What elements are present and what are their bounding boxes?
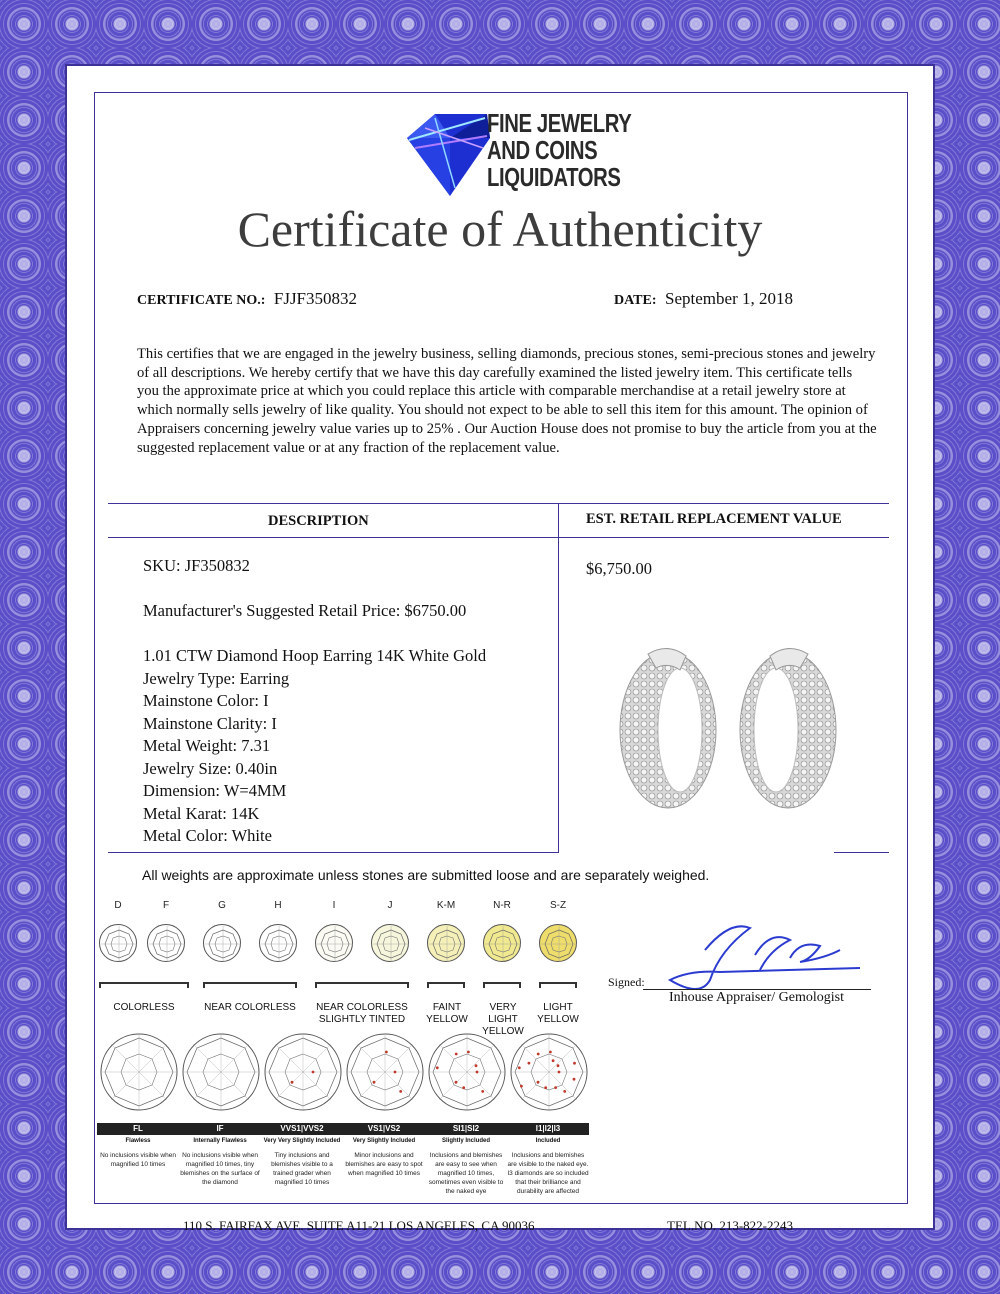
clarity-description: Minor inclusions and blemishes are easy to spot when magnified 10 times bbox=[345, 1152, 423, 1177]
description-line: 1.01 CTW Diamond Hoop Earring 14K White Gold bbox=[143, 646, 487, 665]
color-grade-letter: S-Z bbox=[549, 900, 567, 911]
clarity-description: Inclusions and blemishes are visible to the naked eye. I3 diamonds are so included that their brilliance and durability are affected bbox=[507, 1152, 589, 1195]
table-bottom-rule-right bbox=[834, 852, 889, 853]
appraiser-title: Inhouse Appraiser/ Gemologist bbox=[669, 990, 844, 1005]
clarity-description: Inclusions and blemishes are easy to see when magnified 10 times, sometimes even visible to the naked eye bbox=[428, 1152, 504, 1195]
clarity-name: Internally Flawless bbox=[193, 1138, 247, 1144]
clarity-description: No inclusions visible when magnified 10 times bbox=[100, 1152, 176, 1168]
color-grade-letter: G bbox=[218, 900, 226, 911]
color-grade-diamond-icon bbox=[99, 924, 137, 962]
color-category-label: NEAR COLORLESS bbox=[204, 1002, 296, 1013]
replacement-value: $6,750.00 bbox=[586, 559, 652, 578]
table-top-rule bbox=[108, 503, 889, 504]
color-grade-diamond-icon bbox=[539, 924, 577, 962]
color-grade-diamond-icon bbox=[315, 924, 353, 962]
color-grade-letter: H bbox=[274, 900, 282, 911]
description-line: Jewelry Type: Earring bbox=[143, 668, 290, 688]
clarity-name: Included bbox=[535, 1138, 561, 1144]
clarity-diamond-icon bbox=[181, 1032, 261, 1112]
signed-label: Signed: bbox=[608, 975, 645, 989]
diamond-grading-chart bbox=[95, 900, 595, 1215]
clarity-diamond-icon bbox=[263, 1032, 343, 1112]
clarity-description: Tiny inclusions and blemishes visible to a trained grader when magnified 10 times bbox=[271, 1152, 333, 1186]
footer-address: 110 S. FAIRFAX AVE. SUITE A11-21 LOS ANGELES, CA 90036 bbox=[183, 1218, 535, 1233]
hoop-earrings-image bbox=[608, 640, 848, 830]
brand-name: FINE JEWELRY AND COINS LIQUIDATORS bbox=[487, 108, 632, 192]
color-category-bracket bbox=[315, 982, 409, 988]
color-grade-letter: F bbox=[162, 900, 170, 911]
color-grade-letter: N-R bbox=[493, 900, 511, 911]
description-line: Dimension: W=4MM bbox=[143, 781, 287, 800]
color-grade-diamond-icon bbox=[483, 924, 521, 962]
clarity-diamond-icon bbox=[345, 1032, 425, 1112]
clarity-name: Very Very Slightly Included bbox=[263, 1138, 341, 1144]
msrp: Manufacturer's Suggested Retail Price: $6750.00 bbox=[143, 601, 467, 620]
color-category-bracket bbox=[203, 982, 297, 988]
color-category-label: NEAR COLORLESS SLIGHTLY TINTED bbox=[316, 1002, 408, 1025]
certificate-number: CERTIFICATE NO.: FJJF350832 bbox=[137, 289, 358, 308]
clarity-description: No inclusions visible when magnified 10 times, tiny blemishes on the surface of the diamond bbox=[180, 1152, 260, 1186]
description-line: Metal Karat: 14K bbox=[143, 803, 260, 823]
table-header-rule bbox=[108, 537, 889, 538]
clarity-code: SI1|SI2 bbox=[452, 1124, 480, 1133]
color-grade-diamond-icon bbox=[259, 924, 297, 962]
clarity-code: I1|I2|I3 bbox=[535, 1124, 561, 1133]
color-category-bracket bbox=[539, 982, 577, 988]
color-category-label: LIGHT YELLOW bbox=[537, 1002, 579, 1025]
description-line: Jewelry Size: 0.40in bbox=[143, 758, 278, 778]
description-line: Mainstone Clarity: I bbox=[143, 713, 277, 733]
color-grade-letter: I bbox=[332, 900, 336, 911]
color-category-bracket bbox=[483, 982, 521, 988]
weights-note: All weights are approximate unless stones are submitted loose and are separately weighed. bbox=[142, 867, 710, 883]
clarity-diamond-icon bbox=[99, 1032, 179, 1112]
clarity-name: Very Slightly Included bbox=[352, 1138, 416, 1144]
color-category-label: COLORLESS bbox=[113, 1002, 175, 1013]
color-category-label: FAINT YELLOW bbox=[426, 1002, 468, 1025]
color-grade-letter: D bbox=[114, 900, 122, 911]
value-header: EST. RETAIL REPLACEMENT VALUE bbox=[586, 511, 842, 527]
color-grade-diamond-icon bbox=[371, 924, 409, 962]
clarity-name: Slightly Included bbox=[441, 1138, 490, 1144]
color-grade-diamond-icon bbox=[427, 924, 465, 962]
color-grade-diamond-icon bbox=[203, 924, 241, 962]
sku: SKU: JF350832 bbox=[143, 556, 250, 575]
clarity-code: VS1|VS2 bbox=[367, 1124, 401, 1133]
footer-telephone: TEL.NO. 213-822-2243 bbox=[667, 1218, 794, 1233]
table-bottom-rule-left bbox=[108, 852, 558, 853]
description-header: DESCRIPTION bbox=[268, 513, 369, 529]
color-category-label: VERY LIGHT YELLOW bbox=[482, 1002, 524, 1037]
clarity-code: VVS1|VVS2 bbox=[280, 1124, 324, 1133]
clarity-diamond-icon bbox=[427, 1032, 507, 1112]
clarity-code: FL bbox=[133, 1124, 143, 1133]
certification-paragraph: This certifies that we are engaged in the jewelry business, selling diamonds, precious stones, semi-precious stones and jewelry of all descriptions. We hereby certify that we have this day carefully examined the listed jewelry item. This certificate tells you the approximate price at which you could replace this article with comparable merchandise at a retail jewelry store at which normally sells jewelry of like quality. You should not expect to be able to sell this item for this amount. The opinion of Appraisers concerning jewelry value varies up to 25% . Our Auction House does not promise to buy the article from you at the suggested replacement value or at any fraction of the replacement value. bbox=[137, 346, 877, 456]
description-line: Metal Color: White bbox=[143, 826, 272, 845]
description-line: Metal Weight: 7.31 bbox=[143, 736, 271, 755]
clarity-diamond-icon bbox=[509, 1032, 589, 1112]
table-divider bbox=[558, 503, 559, 853]
color-category-bracket bbox=[99, 982, 189, 988]
description-line: Mainstone Color: I bbox=[143, 691, 269, 710]
color-grade-diamond-icon bbox=[147, 924, 185, 962]
color-category-bracket bbox=[427, 982, 465, 988]
clarity-code: IF bbox=[216, 1124, 224, 1133]
color-grade-letter: K-M bbox=[436, 900, 456, 911]
clarity-name: Flawless bbox=[125, 1138, 151, 1144]
appraiser-signature bbox=[650, 910, 880, 1000]
certificate-date: DATE: September 1, 2018 bbox=[614, 289, 793, 308]
certificate-title: Certificate of Authenticity bbox=[237, 201, 763, 257]
color-grade-letter: J bbox=[387, 900, 393, 911]
